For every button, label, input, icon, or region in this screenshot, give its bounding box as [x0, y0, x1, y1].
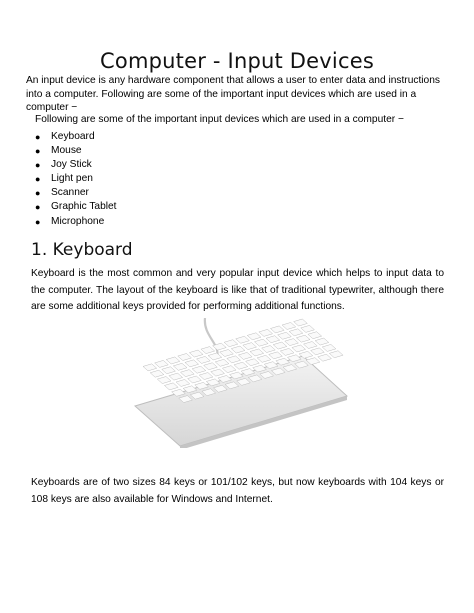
list-item [35, 130, 117, 144]
keyboard-key [164, 383, 178, 390]
bullet-dot-icon: ● [35, 174, 41, 185]
list-item-label: Mouse [51, 145, 82, 157]
keyboard-key [189, 350, 203, 357]
list-item-label: Keyboard [51, 131, 95, 142]
list-item [35, 215, 117, 229]
keyboard-key [322, 344, 336, 351]
keyboard-key [301, 325, 315, 332]
keyboard-key [211, 369, 225, 376]
list-item-label: Graphic Tablet [51, 201, 117, 213]
keyboard-key [176, 379, 190, 386]
list-item [35, 186, 117, 200]
bullet-dot-icon: ● [35, 202, 41, 213]
keyboard-key [231, 346, 245, 353]
page-title: Computer - Input Devices [100, 49, 374, 73]
keyboard-key [143, 364, 157, 371]
keyboard-key [289, 329, 303, 336]
keyboard-key [188, 376, 202, 383]
keyboard-key [329, 351, 343, 358]
keyboard-key [259, 329, 273, 336]
keyboard-key [220, 349, 234, 356]
list-item [35, 200, 117, 214]
keyboard-key [273, 342, 287, 349]
keyboard-key [257, 355, 271, 362]
keyboard-key [169, 373, 183, 380]
keyboard-key [204, 363, 218, 370]
keyboard-key [150, 370, 164, 377]
intro-paragraph: An input device is any hardware component that allows a user to enter data and instructions into a computer. Following are some of the important input devices which are used in a computer − [26, 75, 440, 114]
keyboard-key [296, 335, 310, 342]
keyboard-key [227, 356, 241, 363]
keyboard-key [180, 370, 194, 377]
keyboard-key [192, 366, 206, 373]
keyboard-key [247, 333, 261, 340]
list-item-label: Light pen [51, 173, 93, 185]
keyboard-key [280, 348, 294, 355]
keyboard-key [215, 359, 229, 366]
keyboard-key [282, 322, 296, 329]
keyboard-key [224, 340, 238, 347]
keyboard-key [269, 352, 283, 359]
keyboard-key [266, 336, 280, 343]
bullet-dot-icon: ● [35, 188, 41, 199]
keyboard-key [208, 353, 222, 360]
keyboard-key [197, 356, 211, 363]
keyboard-image [125, 318, 350, 448]
keyboard-key [318, 354, 332, 361]
keyboard-key [238, 352, 252, 359]
keyboard-key [315, 338, 329, 345]
keyboard-key [155, 360, 169, 367]
keyboard-key [285, 339, 299, 346]
keyboard-key [308, 332, 322, 339]
input-device-list [35, 130, 117, 229]
keyboard-sizes-paragraph: Keyboards are of two sizes 84 keys or 101/102 keys, but now keyboards with 104 keys or 108 keys are also available for Windows and Internet. [31, 477, 444, 505]
list-item [35, 144, 117, 158]
keyboard-key [234, 362, 248, 369]
list-item [35, 158, 117, 172]
keyboard-key [270, 326, 284, 333]
keyboard-key [243, 343, 257, 350]
bullet-dot-icon: ● [35, 132, 41, 142]
section-heading-keyboard: 1. Keyboard [31, 240, 133, 260]
keyboard-illustration [125, 318, 350, 448]
list-item-label: Scanner [51, 187, 89, 199]
bullet-dot-icon: ● [35, 146, 41, 157]
bullet-dot-icon: ● [35, 216, 41, 227]
keyboard-key [201, 347, 215, 354]
keyboard-key [292, 345, 306, 352]
keyboard-key [246, 359, 260, 366]
keyboard-key [311, 348, 325, 355]
list-item-label: Microphone [51, 215, 105, 227]
keyboard-key [303, 341, 317, 348]
keyboard-key [178, 353, 192, 360]
list-item-label: Joy Stick [51, 159, 92, 171]
keyboard-key [157, 377, 171, 384]
keyboard-key [173, 363, 187, 370]
keyboard-key [199, 373, 213, 380]
keyboard-description-paragraph: Keyboard is the most common and very popular input device which helps to input data to the computer. The layout of the keyboard is like that of traditional typewriter, although there are some additional keys provided for performing additional functions. [31, 268, 444, 313]
keyboard-key [185, 360, 199, 367]
bullet-dot-icon: ● [35, 160, 41, 171]
keyboard-key [294, 319, 308, 326]
keyboard-key [254, 339, 268, 346]
keyboard-key [236, 336, 250, 343]
keyboard-key [262, 345, 276, 352]
keyboard-key [166, 357, 180, 364]
keyboard-key [162, 367, 176, 374]
keyboard-key [222, 366, 236, 373]
list-lead-text: Following are some of the important input devices which are used in a computer − [35, 114, 404, 125]
list-item [35, 172, 117, 186]
keyboard-key [278, 332, 292, 339]
keyboard-key [250, 349, 264, 356]
